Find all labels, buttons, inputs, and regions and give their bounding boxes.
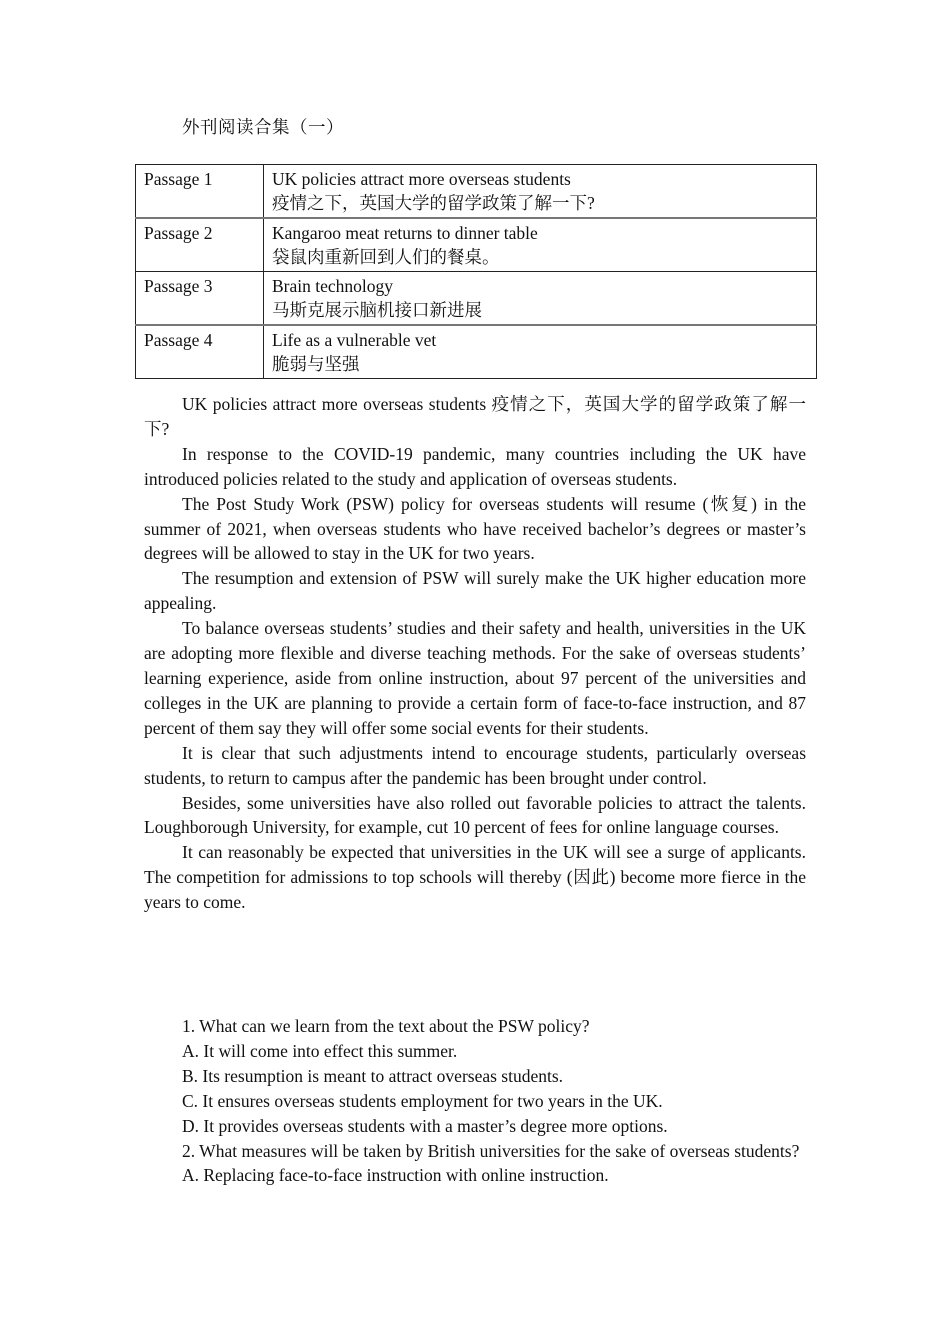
paragraph: The resumption and extension of PSW will surely make the UK higher education more appealing. [144, 568, 806, 614]
passage-label: Passage 4 [136, 325, 264, 379]
passage-title-zh: 疫情之下，英国大学的留学政策了解一下? [272, 193, 595, 213]
passage-title-en: UK policies attract more overseas students [272, 169, 571, 189]
passage-title-en: Kangaroo meat returns to dinner table [272, 223, 538, 243]
passage-label: Passage 3 [136, 272, 264, 326]
paragraph: It can reasonably be expected that universities in the UK will see a surge of applicants. The competition for admissions to top schools will thereby (因此) become more fierce in the years to come. [144, 842, 806, 913]
paragraph: It is clear that such adjustments intend to encourage students, particularly overseas students, to return to campus after the pandemic has been brought under control. [144, 742, 806, 788]
passage-title-zh: 袋鼠肉重新回到人们的餐桌。 [272, 247, 500, 267]
paragraph: To balance overseas students’ studies and their safety and health, universities in the UK are adopting more flexible and diverse teaching methods. For the sake of overseas students’ learning experience, aside from online instruction, about 97 percent of the universities and colleges in the UK are planning to provide a certain form of face-to-face instruction, and 87 percent of them say they will offer some social events for their students. [144, 618, 806, 738]
passage-titles [264, 272, 817, 326]
passage-label: Passage 2 [136, 218, 264, 272]
option-1d: D. It provides overseas students with a master’s degree more options. [182, 1115, 668, 1136]
passage-title-en: Life as a vulnerable vet [272, 330, 437, 350]
passage-1-body [144, 392, 806, 915]
option-1b: B. Its resumption is meant to attract overseas students. [182, 1065, 564, 1086]
paragraph: In response to the COVID-19 pandemic, many countries including the UK have introduced policies related to the study and application of overseas students. [144, 443, 806, 489]
passage-label: Passage 1 [136, 165, 264, 219]
paragraph: The Post Study Work (PSW) policy for overseas students will resume (恢复) in the summer of 2021, when overseas students who have received bachelor’s degrees or master’s degrees will be allowed to stay in the UK for two years. [144, 493, 806, 564]
paragraph: Besides, some universities have also rolled out favorable policies to attract the talents. Loughborough University, for example, cut 10 percent of fees for online language courses. [144, 792, 806, 838]
question-2: 2. What measures will be taken by British universities for the sake of overseas students? [182, 1140, 800, 1161]
option-1c: C. It ensures overseas students employment for two years in the UK. [182, 1090, 663, 1111]
table-row [136, 165, 817, 219]
passage-titles [264, 218, 817, 272]
option-1a: A. It will come into effect this summer. [182, 1040, 458, 1061]
page-title: 外刊阅读合集（一） [182, 117, 344, 137]
passage-heading: UK policies attract more overseas students 疫情之下，英国大学的留学政策了解一下? [144, 394, 806, 439]
passage-titles [264, 325, 817, 379]
passage-titles [264, 165, 817, 219]
passage-title-zh: 脆弱与坚强 [272, 354, 360, 374]
questions-section [144, 1014, 806, 1188]
passage-title-en: Brain technology [272, 276, 394, 296]
question-1: 1. What can we learn from the text about the PSW policy? [182, 1016, 590, 1036]
table-row [136, 272, 817, 326]
option-2a: A. Replacing face-to-face instruction with online instruction. [182, 1165, 609, 1186]
table-row [136, 218, 817, 272]
passage-table [135, 164, 817, 379]
passage-title-zh: 马斯克展示脑机接口新进展 [272, 300, 482, 320]
table-row [136, 325, 817, 379]
